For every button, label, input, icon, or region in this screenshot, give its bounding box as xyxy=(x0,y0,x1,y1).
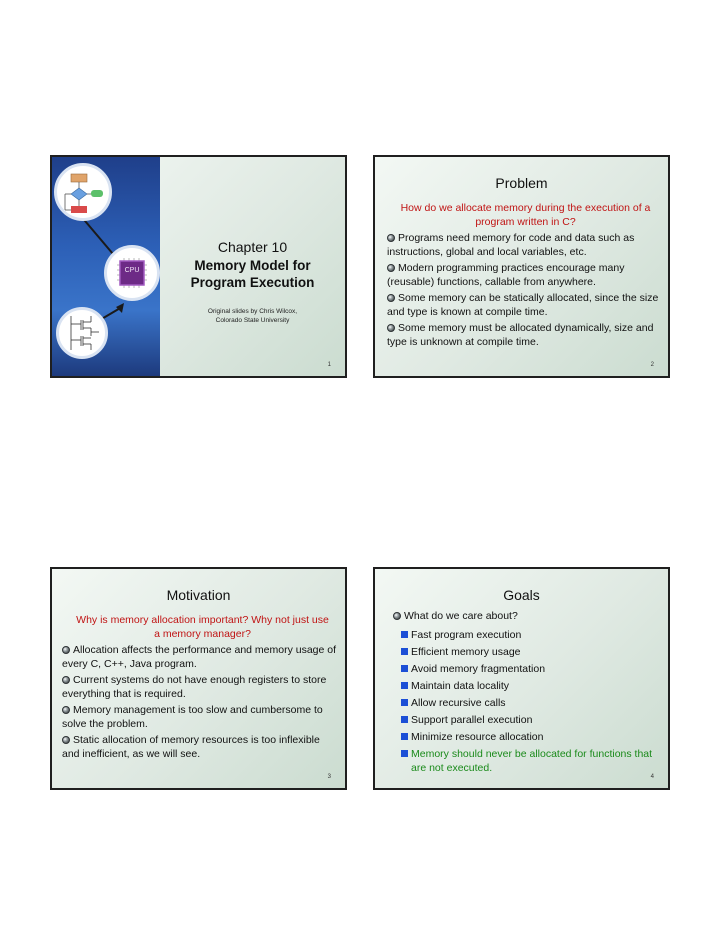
page-number: 2 xyxy=(650,362,654,368)
bullet-icon xyxy=(62,646,70,654)
square-bullet-icon xyxy=(401,648,408,655)
item-text: Support parallel execution xyxy=(411,714,533,726)
square-bullet-icon xyxy=(401,733,408,740)
bullet-icon xyxy=(387,294,395,302)
item-text: Minimize resource allocation xyxy=(411,731,544,743)
credit-line-1: Original slides by Chris Wilcox, xyxy=(207,308,298,315)
item-text: Fast program execution xyxy=(411,629,522,641)
bullet-icon xyxy=(62,736,70,744)
list-item xyxy=(387,231,660,259)
bullet-icon xyxy=(387,324,395,332)
list-item xyxy=(387,291,660,319)
slide-question: Why is memory allocation important? Why not just use a memory manager? xyxy=(76,614,329,640)
list-item xyxy=(401,628,658,642)
bullet-text: Memory management is too slow and cumbersome to solve the problem. xyxy=(62,704,323,730)
slide-1 xyxy=(50,155,347,378)
square-bullet-icon xyxy=(401,631,408,638)
bullet-text: Allocation affects the performance and memory usage of every C, C++, Java program. xyxy=(62,644,337,670)
square-bullet-icon xyxy=(401,682,408,689)
bullet-icon xyxy=(387,264,395,272)
goals-list xyxy=(393,609,660,625)
slide-title: Motivation xyxy=(166,587,231,603)
page-number: 4 xyxy=(650,774,654,780)
page-number: 3 xyxy=(327,774,331,780)
slide-4 xyxy=(373,567,670,790)
list-item xyxy=(401,713,658,727)
bullet-text: Current systems do not have enough registers to store everything that is required. xyxy=(62,674,327,700)
bullet-list xyxy=(387,231,660,351)
slide-title-line-2: Program Execution xyxy=(190,275,315,290)
slide-question: How do we allocate memory during the execution of a program written in C? xyxy=(400,202,651,228)
page-number: 1 xyxy=(327,362,331,368)
bullet-text: Some memory can be statically allocated, since the size and type is known at compile time. xyxy=(387,292,659,318)
item-text: Maintain data locality xyxy=(411,680,510,692)
list-item xyxy=(401,679,658,693)
list-item xyxy=(401,645,658,659)
slide-2 xyxy=(373,155,670,378)
bullet-icon xyxy=(393,612,401,620)
list-item xyxy=(62,643,337,671)
bullet-icon xyxy=(62,706,70,714)
item-text: Efficient memory usage xyxy=(411,646,521,658)
bullet-text: Programs need memory for code and data such as instructions, global and local variables, etc. xyxy=(387,232,635,258)
list-item xyxy=(62,673,337,701)
cpu-chip-icon xyxy=(104,245,160,301)
list-item xyxy=(62,703,337,731)
slide-title: Problem xyxy=(495,175,548,191)
bullet-text: Some memory must be allocated dynamically, size and type is unknown at compile time. xyxy=(387,322,654,348)
list-item xyxy=(401,662,658,676)
bullet-icon xyxy=(62,676,70,684)
chapter-heading: Chapter 10 xyxy=(217,239,288,255)
bullet-text: Static allocation of memory resources is too inflexible and inefficient, as we will see. xyxy=(62,734,320,760)
bullet-list xyxy=(62,643,337,763)
slide-graphic-panel xyxy=(52,157,160,376)
list-item xyxy=(62,733,337,761)
slide-title: Goals xyxy=(503,587,540,603)
goals-sublist xyxy=(401,628,658,777)
square-bullet-icon xyxy=(401,665,408,672)
list-item xyxy=(387,321,660,349)
list-item xyxy=(401,730,658,744)
lead-text: What do we care about? xyxy=(404,610,518,622)
flowchart-icon xyxy=(54,163,112,221)
slide-3 xyxy=(50,567,347,790)
slide-title-line-1: Memory Model for xyxy=(194,258,311,273)
list-item xyxy=(393,609,660,623)
item-text: Allow recursive calls xyxy=(411,697,506,709)
bullet-text: Modern programming practices encourage many (reusable) functions, callable from anywhere. xyxy=(387,262,625,288)
highlight-text: Memory should never be allocated for functions that are not executed. xyxy=(411,748,653,774)
square-bullet-icon xyxy=(401,716,408,723)
list-item xyxy=(387,261,660,289)
highlight-item xyxy=(401,747,658,775)
square-bullet-icon xyxy=(401,750,408,757)
credit-line-2: Colorado State University xyxy=(215,317,290,324)
square-bullet-icon xyxy=(401,699,408,706)
item-text: Avoid memory fragmentation xyxy=(411,663,546,675)
cpu-label: CPU xyxy=(124,267,140,274)
list-item xyxy=(401,696,658,710)
circuit-icon xyxy=(56,307,108,359)
bullet-icon xyxy=(387,234,395,242)
